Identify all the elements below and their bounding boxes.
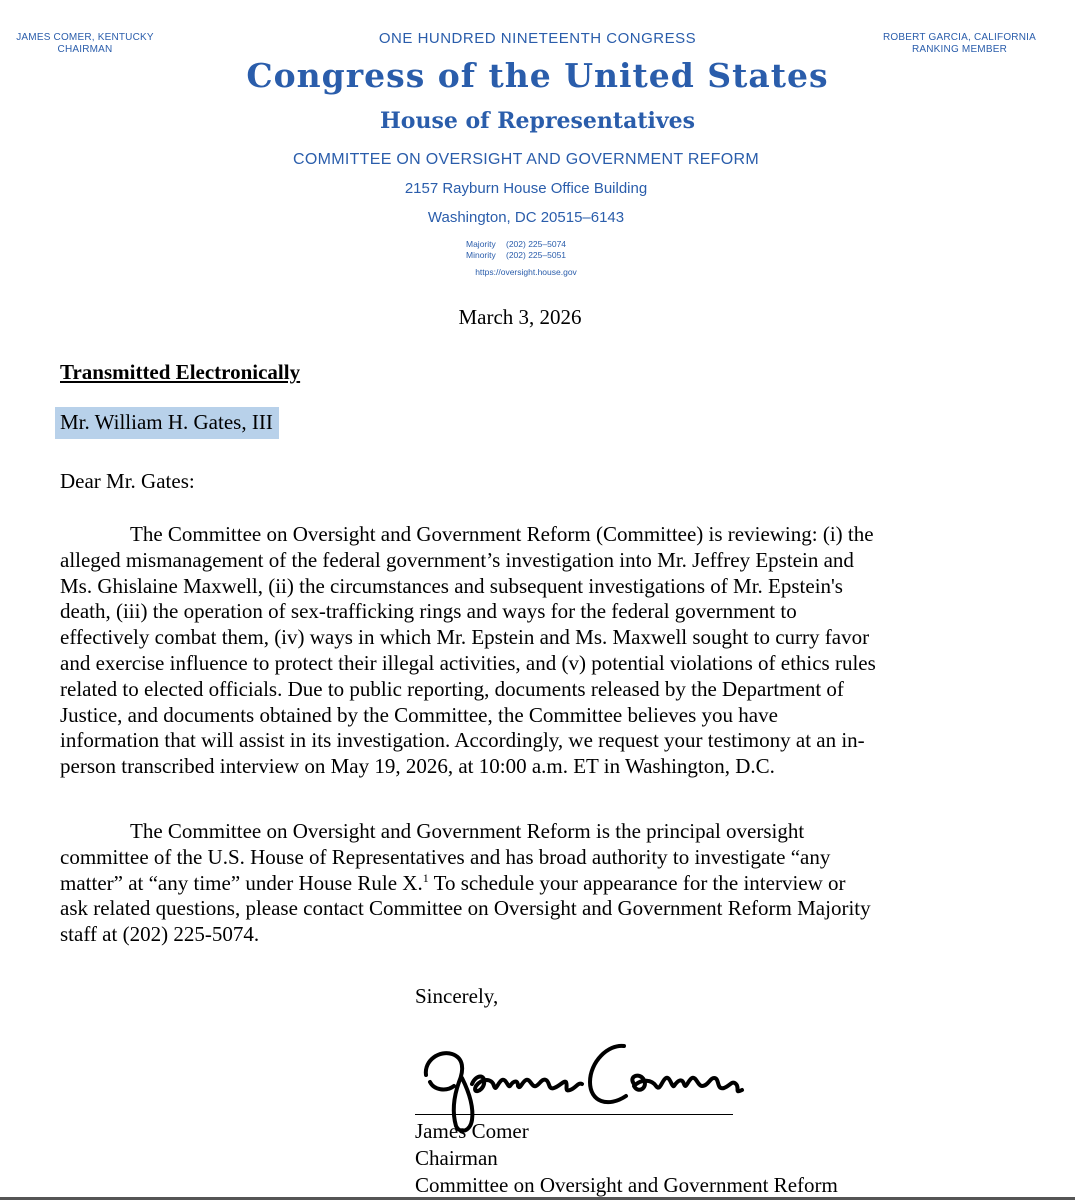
paragraph-line: and exercise influence to protect their illegal activities, and (v) potential violations of ethics rules: [60, 650, 876, 675]
paragraph-line: person transcribed interview on May 19, 2026, at 10:00 a.m. ET in Washington, D.C.: [60, 754, 775, 779]
footnote-marker[interactable]: 1: [422, 870, 429, 885]
majority-phone-row: [466, 239, 566, 250]
city-line: Washington, DC 20515–6143: [427, 209, 625, 226]
transmittal-heading: Transmitted Electronically: [60, 360, 301, 384]
closing: Sincerely,: [415, 984, 499, 1008]
paragraph-line: Justice, and documents obtained by the Committee, the Committee believes you have: [60, 702, 778, 727]
ranking-member-name: ROBERT GARCIA, CALIFORNIA: [883, 32, 1036, 43]
chairman-title: CHAIRMAN: [57, 44, 113, 55]
body-paragraph-2: [60, 819, 1060, 948]
minority-phone: (202) 225–5051: [506, 250, 567, 260]
paragraph-line: information that will assist in its investigation. Accordingly, we request your testimony at an in-: [60, 728, 865, 753]
signature-line: [415, 1114, 733, 1115]
paragraph-line: The Committee on Oversight and Government Reform (Committee) is reviewing: (i) the: [130, 522, 874, 546]
signer-committee: Committee on Oversight and Government Reform: [415, 1173, 838, 1197]
paragraph-line: The Committee on Oversight and Government Reform is the principal oversight: [130, 819, 805, 843]
paragraph-line: staff at (202) 225-5074.: [60, 922, 260, 947]
paragraph-line: Ms. Ghislaine Maxwell, (ii) the circumstances and subsequent investigations of Mr. Epstein's: [60, 573, 843, 598]
paragraph-line: death, (iii) the operation of sex-trafficking rings and ways for the federal government to: [60, 599, 797, 624]
house-title: House of Representatives: [379, 108, 696, 134]
congress-title: Congress of the United States: [246, 56, 829, 95]
phone-block: [466, 239, 566, 261]
ranking-member-title: RANKING MEMBER: [911, 44, 1008, 55]
signature-block: [415, 1118, 838, 1199]
letter-date: March 3, 2026: [458, 305, 582, 329]
paragraph-line: effectively combat them, (iv) ways in which Mr. Epstein and Ms. Maxwell sought to curry favor: [60, 625, 870, 650]
paragraph-line: committee of the U.S. House of Representatives and has broad authority to investigate “any: [60, 844, 831, 869]
minority-phone-row: [466, 250, 566, 261]
signer-name: James Comer: [415, 1119, 529, 1143]
address-line: 2157 Rayburn House Office Building: [404, 180, 648, 197]
recipient-name[interactable]: Mr. William H. Gates, III: [55, 407, 279, 439]
chairman-name: JAMES COMER, KENTUCKY: [16, 32, 154, 43]
website-link[interactable]: https://oversight.house.gov: [475, 267, 577, 277]
committee-name: COMMITTEE ON OVERSIGHT AND GOVERNMENT REFORM: [293, 151, 759, 168]
paragraph-text: matter” at “any time” under House Rule X.: [60, 870, 423, 895]
minority-label: Minority: [466, 250, 496, 260]
majority-phone: (202) 225–5074: [506, 239, 567, 249]
salutation: Dear Mr. Gates:: [60, 469, 195, 493]
paragraph-line-with-footnote: [60, 871, 1060, 897]
body-paragraph-1: [60, 522, 1060, 780]
congress-number: ONE HUNDRED NINETEENTH CONGRESS: [378, 30, 697, 47]
paragraph-text: To schedule your appearance for the interview or: [433, 870, 846, 895]
signer-title: Chairman: [415, 1146, 498, 1170]
paragraph-line: related to elected officials. Due to public reporting, documents released by the Department of: [60, 676, 844, 701]
paragraph-line: ask related questions, please contact Committee on Oversight and Government Reform Majority: [60, 896, 871, 921]
paragraph-line: alleged mismanagement of the federal government’s investigation into Mr. Jeffrey Epstein and: [60, 547, 854, 572]
majority-label: Majority: [466, 239, 496, 249]
